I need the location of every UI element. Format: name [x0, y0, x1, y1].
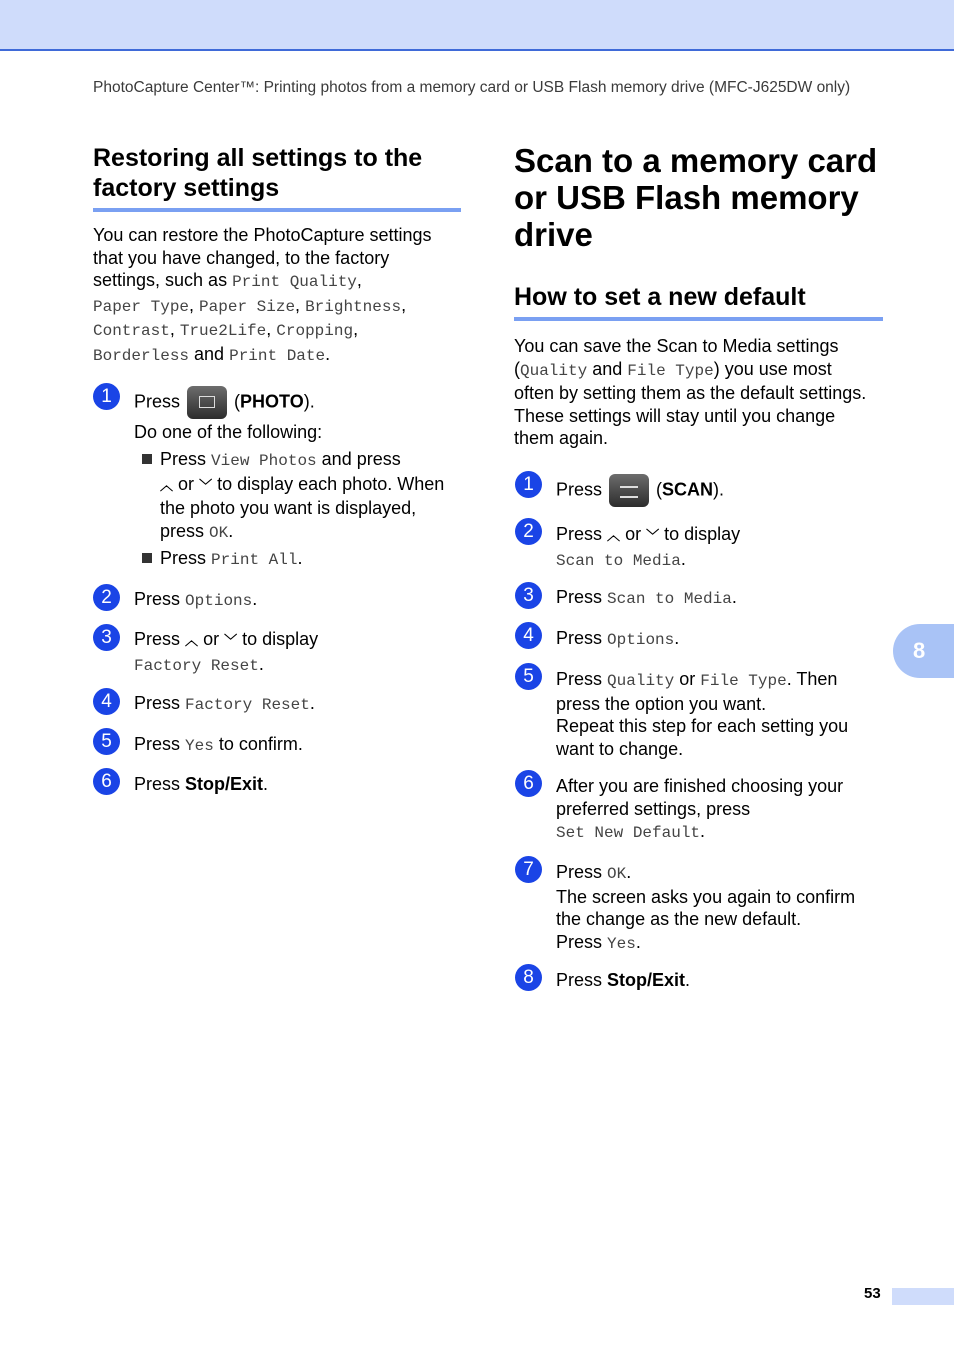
step-number-1: 1	[93, 383, 120, 410]
left-step-4: Press Factory Reset.	[134, 693, 315, 714]
step-number-7: 7	[515, 856, 542, 883]
chevron-up-icon: ︿	[607, 528, 621, 543]
bullet-view-photos: Press View Photos and press ︿ or ﹀ to display each photo. When the photo you want is displayed, press OK.	[142, 448, 444, 544]
left-step-5: Press Yes to confirm.	[134, 734, 303, 755]
right-step-8: Press Stop/Exit.	[556, 970, 691, 990]
photo-button-icon	[187, 386, 227, 419]
top-color-band	[0, 0, 954, 51]
left-step-6: Press Stop/Exit.	[134, 774, 269, 794]
right-step-5: Press Quality or File Type. Then press the option you want. Repeat this step for each setting you want to change.	[556, 669, 849, 759]
new-default-intro-paragraph: You can save the Scan to Media settings (Quality and File Type) you use most often by setting them as the default settings. These settings will stay until you change them again.	[514, 336, 867, 448]
step-number-5: 5	[93, 728, 120, 755]
restore-intro-paragraph: You can restore the PhotoCapture settings that you have changed, to the factory settings, such as Print Quality, Paper Type, Paper Size, Brightness, Contrast, True2Life, Cropping, Borderless and Print Date.	[93, 225, 432, 365]
step-number-8: 8	[515, 964, 542, 991]
chevron-up-icon: ︿	[160, 477, 174, 493]
right-step-3: Press Scan to Media.	[556, 587, 737, 608]
step-number-3: 3	[515, 582, 542, 609]
chevron-down-icon: ﹀	[224, 633, 238, 648]
heading-rule	[514, 317, 883, 321]
step-number-6: 6	[93, 768, 120, 795]
scan-button-icon	[609, 474, 649, 507]
right-step-7: Press OK. The screen asks you again to confirm the change as the new default. Press Yes.	[556, 862, 856, 953]
step-number-2: 2	[515, 518, 542, 545]
page-number: 53	[864, 1285, 881, 1302]
section-heading-new-default: How to set a new default	[514, 283, 806, 311]
bullet-square	[142, 553, 152, 563]
running-header: PhotoCapture Center™: Printing photos from a memory card or USB Flash memory drive (MFC-J625DW only)	[93, 79, 851, 96]
right-step-6: After you are finished choosing your preferred settings, press Set New Default.	[556, 776, 844, 842]
chapter-tab: 8	[893, 624, 954, 678]
step-number-5: 5	[515, 663, 542, 690]
step-number-6: 6	[515, 770, 542, 797]
step-number-2: 2	[93, 584, 120, 611]
chapter-title: Scan to a memory card or USB Flash memory drive	[514, 142, 878, 253]
chevron-up-icon: ︿	[185, 633, 199, 648]
footer-color-band	[892, 1288, 954, 1305]
chevron-down-icon: ﹀	[646, 528, 660, 543]
chevron-down-icon: ﹀	[199, 477, 213, 493]
left-step-3: Press ︿ or ﹀ to display Factory Reset.	[134, 629, 319, 675]
bullet-square	[142, 454, 152, 464]
right-step-1: Press (SCAN).	[556, 474, 724, 507]
bullet-print-all: Press Print All.	[142, 547, 302, 572]
left-step-2: Press Options.	[134, 589, 258, 610]
right-step-4: Press Options.	[556, 628, 680, 649]
section-heading-restoring: Restoring all settings to the factory settings	[93, 144, 423, 202]
step-number-3: 3	[93, 624, 120, 651]
step-number-4: 4	[515, 622, 542, 649]
right-step-2: Press ︿ or ﹀ to display Scan to Media.	[556, 524, 741, 570]
heading-rule	[93, 208, 461, 212]
left-step-1: Press (PHOTO). Do one of the following:	[134, 386, 322, 444]
step-number-1: 1	[515, 471, 542, 498]
step-number-4: 4	[93, 688, 120, 715]
